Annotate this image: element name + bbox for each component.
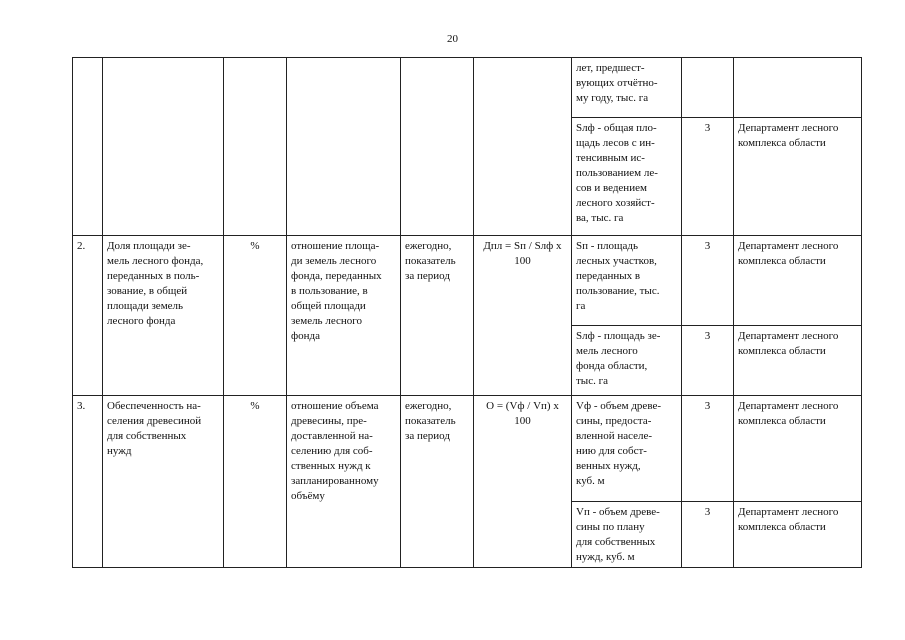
formula-cell: Дпл = Sп / Sлф х 100 — [474, 236, 572, 396]
formula-cell — [474, 58, 572, 236]
method-cell — [682, 58, 734, 118]
periodicity-cell: ежегодно, показатель за период — [401, 236, 474, 396]
unit-cell — [224, 58, 287, 236]
unit-cell: % — [224, 396, 287, 568]
param-cell: Sлф - общая пло- щадь лесов с ин- тенсивным ис- пользованием ле- сов и ведением лесного хозяйст- ва, тыс. га — [572, 118, 682, 236]
unit-cell: % — [224, 236, 287, 396]
definition-cell: отношение площа- ди земель лесного фонда, переданных в пользование, в общей площади земель лесного фонда — [287, 236, 401, 396]
source-cell: Департамент лесного комплекса области — [734, 236, 862, 326]
definition-cell: отношение объема древесины, пре- доставленной на- селению для соб- ственных нужд к запланированному объёму — [287, 396, 401, 568]
param-cell: Vф - объем древе- сины, предоста- вленной населе- нию для собст- венных нужд, куб. м — [572, 396, 682, 502]
formula-cell: О = (Vф / Vп) х 100 — [474, 396, 572, 568]
periodicity-cell — [401, 58, 474, 236]
source-cell: Департамент лесного комплекса области — [734, 396, 862, 502]
param-cell: Sп - площадь лесных участков, переданных в пользование, тыс. га — [572, 236, 682, 326]
periodicity-cell: ежегодно, показатель за период — [401, 396, 474, 568]
method-cell: 3 — [682, 326, 734, 396]
table-row — [73, 58, 862, 118]
row-number-cell — [73, 58, 103, 236]
source-cell — [734, 58, 862, 118]
indicator-cell: Обеспеченность на- селения древесиной для собственных нужд — [103, 396, 224, 568]
table-row — [73, 236, 862, 326]
param-cell: Sлф - площадь зе- мель лесного фонда области, тыс. га — [572, 326, 682, 396]
param-cell: Vп - объем древе- сины по плану для собственных нужд, куб. м — [572, 502, 682, 568]
method-cell: 3 — [682, 396, 734, 502]
method-cell: 3 — [682, 236, 734, 326]
table-row — [73, 396, 862, 502]
row-number-cell: 2. — [73, 236, 103, 396]
source-cell: Департамент лесного комплекса области — [734, 502, 862, 568]
method-cell: 3 — [682, 502, 734, 568]
indicator-cell: Доля площади зе- мель лесного фонда, переданных в поль- зование, в общей площади земель лесного фонда — [103, 236, 224, 396]
definition-cell — [287, 58, 401, 236]
source-cell: Департамент лесного комплекса области — [734, 118, 862, 236]
row-number-cell: 3. — [73, 396, 103, 568]
param-cell: лет, предшест- вующих отчётно- му году, тыс. га — [572, 58, 682, 118]
indicators-table — [72, 57, 862, 568]
method-cell: 3 — [682, 118, 734, 236]
indicator-cell — [103, 58, 224, 236]
source-cell: Департамент лесного комплекса области — [734, 326, 862, 396]
page-number: 20 — [447, 33, 458, 45]
